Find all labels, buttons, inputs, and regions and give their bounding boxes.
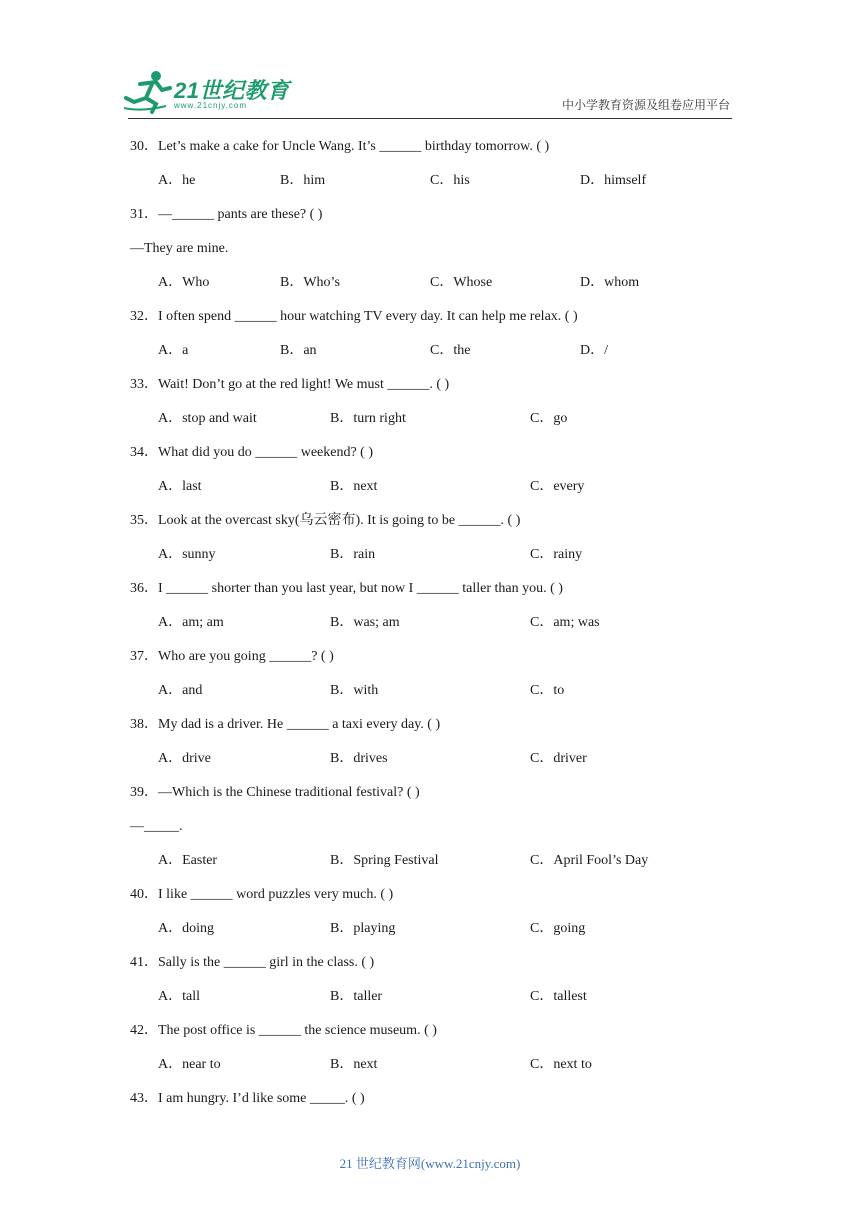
answer-option[interactable]: C．every (530, 479, 585, 494)
answer-option[interactable]: C．go (530, 411, 568, 426)
options-row (130, 986, 750, 1020)
question-stem: 32．I often spend ______ hour watching TV every day. It can help me relax. ( ) (130, 309, 578, 324)
options-row (130, 340, 750, 374)
question-stem: 39．—Which is the Chinese traditional festival? ( ) (130, 785, 420, 800)
answer-option[interactable]: A．last (158, 479, 202, 494)
answer-option[interactable]: A．drive (158, 751, 211, 766)
logo-url: www.21cnjy.com (174, 101, 247, 110)
answer-option[interactable]: A．sunny (158, 547, 216, 562)
answer-option[interactable]: A．tall (158, 989, 200, 1004)
answer-option[interactable]: B．with (330, 683, 379, 698)
question-dialogue-line: —They are mine. (130, 241, 229, 256)
question-stem: 33．Wait! Don’t go at the red light! We must ______. ( ) (130, 377, 450, 392)
question-stem: 41．Sally is the ______ girl in the class. ( ) (130, 955, 375, 970)
question-stem: 42．The post office is ______ the science museum. ( ) (130, 1023, 437, 1038)
answer-option[interactable]: C．Whose (430, 275, 493, 290)
answer-option[interactable]: A．he (158, 173, 196, 188)
options-row (130, 918, 750, 952)
answer-option[interactable]: D．/ (580, 343, 608, 358)
question-stem: 43．I am hungry. I’d like some _____. ( ) (130, 1091, 365, 1106)
options-row (130, 544, 750, 578)
answer-option[interactable]: B．an (280, 343, 317, 358)
page-footer[interactable]: 21 世纪教育网(www.21cnjy.com) (339, 1156, 521, 1171)
question-stem: 36．I ______ shorter than you last year, but now I ______ taller than you. ( ) (130, 581, 563, 596)
question-stem: 34．What did you do ______ weekend? ( ) (130, 445, 373, 460)
question-stem: 37．Who are you going ______? ( ) (130, 649, 334, 664)
runner-icon (122, 68, 172, 114)
question-list (130, 136, 750, 1122)
answer-option[interactable]: B．Who’s (280, 275, 340, 290)
question-stem: 40．I like ______ word puzzles very much. ( ) (130, 887, 394, 902)
options-row (130, 612, 750, 646)
answer-option[interactable]: B．him (280, 173, 326, 188)
answer-option[interactable]: C．to (530, 683, 565, 698)
options-row (130, 272, 750, 306)
answer-option[interactable]: C．driver (530, 751, 587, 766)
answer-option[interactable]: B．playing (330, 921, 396, 936)
question-stem: 31．—______ pants are these? ( ) (130, 207, 323, 222)
answer-option[interactable]: B．turn right (330, 411, 406, 426)
answer-option[interactable]: C．tallest (530, 989, 587, 1004)
answer-option[interactable]: C．am; was (530, 615, 600, 630)
answer-option[interactable]: B．Spring Festival (330, 853, 439, 868)
answer-option[interactable]: C．next to (530, 1057, 592, 1072)
answer-option[interactable]: A．am; am (158, 615, 224, 630)
answer-option[interactable]: A．doing (158, 921, 214, 936)
question-stem: 30．Let’s make a cake for Uncle Wang. It’s ______ birthday tomorrow. ( ) (130, 139, 550, 154)
answer-option[interactable]: D．himself (580, 173, 647, 188)
options-row (130, 1054, 750, 1088)
answer-option[interactable]: B．taller (330, 989, 383, 1004)
options-row (130, 408, 750, 442)
answer-option[interactable]: A．Who (158, 275, 210, 290)
header-divider (128, 118, 732, 119)
options-row (130, 850, 750, 884)
answer-option[interactable]: A．near to (158, 1057, 221, 1072)
answer-option[interactable]: A．a (158, 343, 189, 358)
question-dialogue-line: —_____. (130, 819, 183, 834)
answer-option[interactable]: A．and (158, 683, 203, 698)
platform-title: 中小学教育资源及组卷应用平台 (561, 98, 730, 112)
question-stem: 35．Look at the overcast sky(乌云密布). It is going to be ______. ( ) (130, 513, 521, 528)
page-header (0, 0, 860, 120)
options-row (130, 748, 750, 782)
answer-option[interactable]: C．April Fool’s Day (530, 853, 649, 868)
question-stem: 38．My dad is a driver. He ______ a taxi every day. ( ) (130, 717, 441, 732)
site-logo (122, 68, 292, 114)
answer-option[interactable]: C．his (430, 173, 470, 188)
options-row (130, 476, 750, 510)
answer-option[interactable]: A．Easter (158, 853, 218, 868)
answer-option[interactable]: B．was; am (330, 615, 400, 630)
answer-option[interactable]: C．going (530, 921, 586, 936)
answer-option[interactable]: B．next (330, 479, 378, 494)
answer-option[interactable]: D．whom (580, 275, 640, 290)
options-row (130, 680, 750, 714)
answer-option[interactable]: B．rain (330, 547, 376, 562)
answer-option[interactable]: B．drives (330, 751, 388, 766)
answer-option[interactable]: B．next (330, 1057, 378, 1072)
answer-option[interactable]: C．rainy (530, 547, 583, 562)
answer-option[interactable]: A．stop and wait (158, 411, 257, 426)
options-row (130, 170, 750, 204)
logo-text: 21世纪教育 (174, 78, 290, 103)
answer-option[interactable]: C．the (430, 343, 471, 358)
